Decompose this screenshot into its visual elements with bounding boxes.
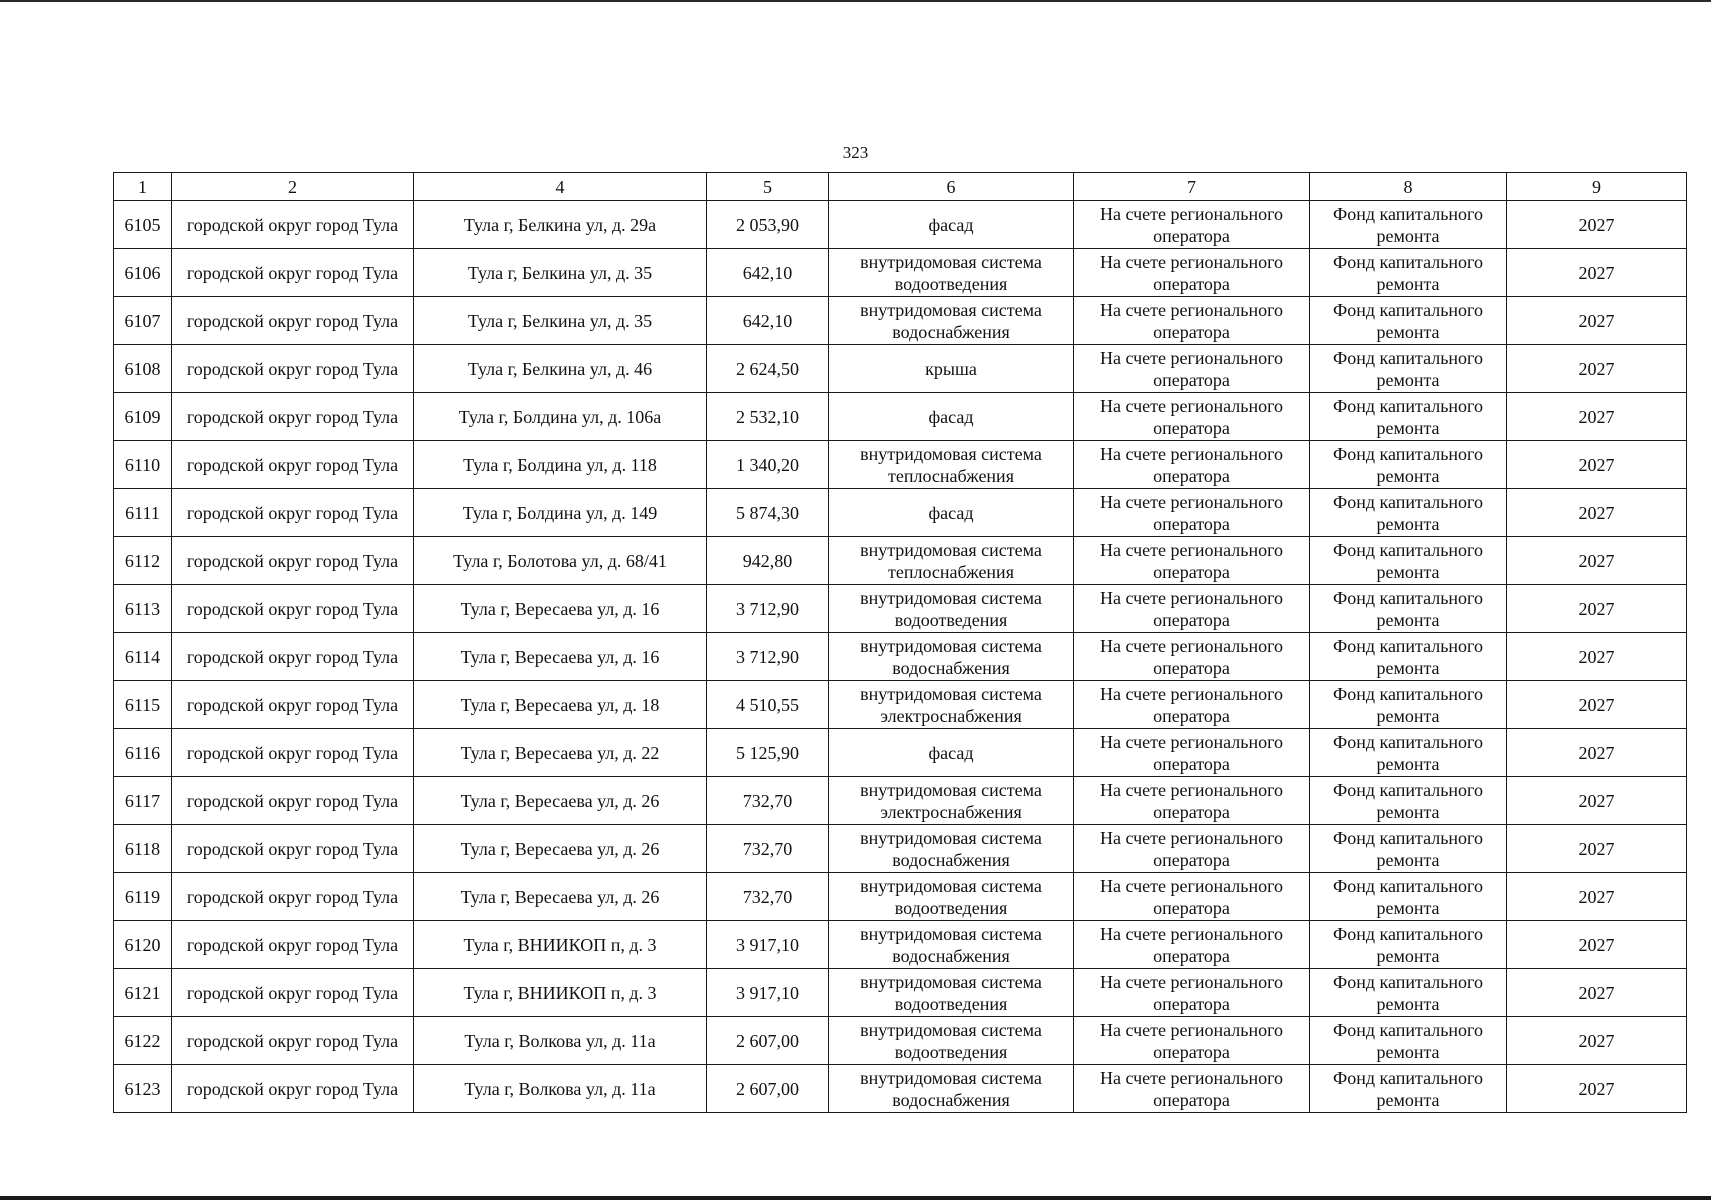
fund-method-cell: На счете регионального оператора <box>1074 681 1310 729</box>
funding-source-cell: Фонд капитального ремонта <box>1310 921 1507 969</box>
work-type-cell: внутридомовая система водоснабжения <box>829 297 1074 345</box>
area-cell: 2 053,90 <box>707 201 829 249</box>
address-cell: Тула г, Вересаева ул, д. 16 <box>414 633 707 681</box>
row-number-cell: 6113 <box>114 585 172 633</box>
area-cell: 3 712,90 <box>707 585 829 633</box>
municipality-cell: городской округ город Тула <box>172 489 414 537</box>
municipality-cell: городской округ город Тула <box>172 633 414 681</box>
table-row <box>114 441 1687 489</box>
funding-source-cell: Фонд капитального ремонта <box>1310 201 1507 249</box>
table-row <box>114 969 1687 1017</box>
year-cell: 2027 <box>1507 489 1687 537</box>
area-cell: 732,70 <box>707 825 829 873</box>
table-body <box>114 201 1687 1113</box>
area-cell: 2 607,00 <box>707 1065 829 1113</box>
funding-source-cell: Фонд капитального ремонта <box>1310 441 1507 489</box>
municipality-cell: городской округ город Тула <box>172 345 414 393</box>
municipality-cell: городской округ город Тула <box>172 777 414 825</box>
year-cell: 2027 <box>1507 777 1687 825</box>
row-number-cell: 6108 <box>114 345 172 393</box>
funding-source-cell: Фонд капитального ремонта <box>1310 1017 1507 1065</box>
row-number-cell: 6109 <box>114 393 172 441</box>
area-cell: 2 607,00 <box>707 1017 829 1065</box>
address-cell: Тула г, Вересаева ул, д. 22 <box>414 729 707 777</box>
table-row <box>114 249 1687 297</box>
column-header: 2 <box>172 173 414 201</box>
year-cell: 2027 <box>1507 969 1687 1017</box>
table-row <box>114 1065 1687 1113</box>
municipality-cell: городской округ город Тула <box>172 249 414 297</box>
year-cell: 2027 <box>1507 537 1687 585</box>
area-cell: 4 510,55 <box>707 681 829 729</box>
funding-source-cell: Фонд капитального ремонта <box>1310 393 1507 441</box>
row-number-cell: 6107 <box>114 297 172 345</box>
funding-source-cell: Фонд капитального ремонта <box>1310 681 1507 729</box>
fund-method-cell: На счете регионального оператора <box>1074 489 1310 537</box>
fund-method-cell: На счете регионального оператора <box>1074 393 1310 441</box>
address-cell: Тула г, Вересаева ул, д. 16 <box>414 585 707 633</box>
fund-method-cell: На счете регионального оператора <box>1074 1065 1310 1113</box>
funding-source-cell: Фонд капитального ремонта <box>1310 249 1507 297</box>
fund-method-cell: На счете регионального оператора <box>1074 297 1310 345</box>
municipality-cell: городской округ город Тула <box>172 825 414 873</box>
fund-method-cell: На счете регионального оператора <box>1074 777 1310 825</box>
address-cell: Тула г, Вересаева ул, д. 26 <box>414 873 707 921</box>
address-cell: Тула г, Белкина ул, д. 46 <box>414 345 707 393</box>
row-number-cell: 6112 <box>114 537 172 585</box>
table-row <box>114 1017 1687 1065</box>
year-cell: 2027 <box>1507 585 1687 633</box>
area-cell: 732,70 <box>707 777 829 825</box>
work-type-cell: внутридомовая система теплоснабжения <box>829 537 1074 585</box>
area-cell: 642,10 <box>707 297 829 345</box>
year-cell: 2027 <box>1507 873 1687 921</box>
capital-repair-table <box>113 172 1687 1113</box>
address-cell: Тула г, Вересаева ул, д. 18 <box>414 681 707 729</box>
area-cell: 942,80 <box>707 537 829 585</box>
municipality-cell: городской округ город Тула <box>172 873 414 921</box>
fund-method-cell: На счете регионального оператора <box>1074 873 1310 921</box>
funding-source-cell: Фонд капитального ремонта <box>1310 777 1507 825</box>
year-cell: 2027 <box>1507 1065 1687 1113</box>
work-type-cell: внутридомовая система водоотведения <box>829 873 1074 921</box>
year-cell: 2027 <box>1507 441 1687 489</box>
column-header: 5 <box>707 173 829 201</box>
area-cell: 3 712,90 <box>707 633 829 681</box>
work-type-cell: внутридомовая система водоснабжения <box>829 825 1074 873</box>
funding-source-cell: Фонд капитального ремонта <box>1310 729 1507 777</box>
table-row <box>114 489 1687 537</box>
table-row <box>114 921 1687 969</box>
table-row <box>114 537 1687 585</box>
table-row <box>114 825 1687 873</box>
work-type-cell: внутридомовая система водоотведения <box>829 969 1074 1017</box>
column-header: 7 <box>1074 173 1310 201</box>
row-number-cell: 6119 <box>114 873 172 921</box>
municipality-cell: городской округ город Тула <box>172 297 414 345</box>
address-cell: Тула г, Болотова ул, д. 68/41 <box>414 537 707 585</box>
address-cell: Тула г, Вересаева ул, д. 26 <box>414 777 707 825</box>
column-header: 1 <box>114 173 172 201</box>
year-cell: 2027 <box>1507 633 1687 681</box>
table-row <box>114 393 1687 441</box>
address-cell: Тула г, Белкина ул, д. 35 <box>414 297 707 345</box>
address-cell: Тула г, Болдина ул, д. 118 <box>414 441 707 489</box>
row-number-cell: 6121 <box>114 969 172 1017</box>
fund-method-cell: На счете регионального оператора <box>1074 633 1310 681</box>
municipality-cell: городской округ город Тула <box>172 1017 414 1065</box>
work-type-cell: внутридомовая система теплоснабжения <box>829 441 1074 489</box>
row-number-cell: 6106 <box>114 249 172 297</box>
funding-source-cell: Фонд капитального ремонта <box>1310 873 1507 921</box>
address-cell: Тула г, Волкова ул, д. 11а <box>414 1065 707 1113</box>
funding-source-cell: Фонд капитального ремонта <box>1310 297 1507 345</box>
work-type-cell: внутридомовая система водоснабжения <box>829 633 1074 681</box>
area-cell: 2 532,10 <box>707 393 829 441</box>
address-cell: Тула г, Болдина ул, д. 149 <box>414 489 707 537</box>
table-row <box>114 585 1687 633</box>
row-number-cell: 6115 <box>114 681 172 729</box>
municipality-cell: городской округ город Тула <box>172 729 414 777</box>
fund-method-cell: На счете регионального оператора <box>1074 729 1310 777</box>
table-row <box>114 729 1687 777</box>
year-cell: 2027 <box>1507 921 1687 969</box>
work-type-cell: внутридомовая система электроснабжения <box>829 681 1074 729</box>
year-cell: 2027 <box>1507 201 1687 249</box>
funding-source-cell: Фонд капитального ремонта <box>1310 825 1507 873</box>
fund-method-cell: На счете регионального оператора <box>1074 537 1310 585</box>
fund-method-cell: На счете регионального оператора <box>1074 1017 1310 1065</box>
year-cell: 2027 <box>1507 345 1687 393</box>
address-cell: Тула г, ВНИИКОП п, д. 3 <box>414 921 707 969</box>
area-cell: 3 917,10 <box>707 969 829 1017</box>
work-type-cell: фасад <box>829 201 1074 249</box>
table-row <box>114 777 1687 825</box>
row-number-cell: 6105 <box>114 201 172 249</box>
year-cell: 2027 <box>1507 729 1687 777</box>
funding-source-cell: Фонд капитального ремонта <box>1310 969 1507 1017</box>
row-number-cell: 6120 <box>114 921 172 969</box>
area-cell: 3 917,10 <box>707 921 829 969</box>
scan-bottom-edge <box>0 1196 1711 1200</box>
row-number-cell: 6111 <box>114 489 172 537</box>
column-header: 6 <box>829 173 1074 201</box>
area-cell: 642,10 <box>707 249 829 297</box>
fund-method-cell: На счете регионального оператора <box>1074 969 1310 1017</box>
year-cell: 2027 <box>1507 1017 1687 1065</box>
row-number-cell: 6123 <box>114 1065 172 1113</box>
year-cell: 2027 <box>1507 825 1687 873</box>
area-cell: 732,70 <box>707 873 829 921</box>
row-number-cell: 6117 <box>114 777 172 825</box>
work-type-cell: фасад <box>829 729 1074 777</box>
work-type-cell: внутридомовая система водоснабжения <box>829 921 1074 969</box>
column-header: 9 <box>1507 173 1687 201</box>
scan-top-edge <box>0 0 1711 2</box>
funding-source-cell: Фонд капитального ремонта <box>1310 633 1507 681</box>
address-cell: Тула г, Белкина ул, д. 29а <box>414 201 707 249</box>
year-cell: 2027 <box>1507 393 1687 441</box>
municipality-cell: городской округ город Тула <box>172 1065 414 1113</box>
row-number-cell: 6110 <box>114 441 172 489</box>
address-cell: Тула г, Волкова ул, д. 11а <box>414 1017 707 1065</box>
year-cell: 2027 <box>1507 297 1687 345</box>
row-number-cell: 6116 <box>114 729 172 777</box>
fund-method-cell: На счете регионального оператора <box>1074 201 1310 249</box>
work-type-cell: внутридомовая система водоснабжения <box>829 1065 1074 1113</box>
address-cell: Тула г, ВНИИКОП п, д. 3 <box>414 969 707 1017</box>
page-number: 323 <box>842 143 869 162</box>
address-cell: Тула г, Белкина ул, д. 35 <box>414 249 707 297</box>
address-cell: Тула г, Болдина ул, д. 106а <box>414 393 707 441</box>
work-type-cell: фасад <box>829 489 1074 537</box>
municipality-cell: городской округ город Тула <box>172 969 414 1017</box>
municipality-cell: городской округ город Тула <box>172 441 414 489</box>
table-row <box>114 297 1687 345</box>
work-type-cell: внутридомовая система водоотведения <box>829 585 1074 633</box>
column-header: 8 <box>1310 173 1507 201</box>
table-row <box>114 681 1687 729</box>
row-number-cell: 6122 <box>114 1017 172 1065</box>
funding-source-cell: Фонд капитального ремонта <box>1310 1065 1507 1113</box>
municipality-cell: городской округ город Тула <box>172 585 414 633</box>
area-cell: 5 874,30 <box>707 489 829 537</box>
municipality-cell: городской округ город Тула <box>172 921 414 969</box>
work-type-cell: крыша <box>829 345 1074 393</box>
fund-method-cell: На счете регионального оператора <box>1074 441 1310 489</box>
work-type-cell: внутридомовая система электроснабжения <box>829 777 1074 825</box>
work-type-cell: фасад <box>829 393 1074 441</box>
municipality-cell: городской округ город Тула <box>172 393 414 441</box>
funding-source-cell: Фонд капитального ремонта <box>1310 345 1507 393</box>
fund-method-cell: На счете регионального оператора <box>1074 825 1310 873</box>
address-cell: Тула г, Вересаева ул, д. 26 <box>414 825 707 873</box>
table-row <box>114 873 1687 921</box>
column-header: 4 <box>414 173 707 201</box>
table-header-row <box>114 173 1687 201</box>
fund-method-cell: На счете регионального оператора <box>1074 585 1310 633</box>
area-cell: 2 624,50 <box>707 345 829 393</box>
funding-source-cell: Фонд капитального ремонта <box>1310 537 1507 585</box>
work-type-cell: внутридомовая система водоотведения <box>829 1017 1074 1065</box>
municipality-cell: городской округ город Тула <box>172 537 414 585</box>
year-cell: 2027 <box>1507 249 1687 297</box>
table-row <box>114 345 1687 393</box>
row-number-cell: 6118 <box>114 825 172 873</box>
work-type-cell: внутридомовая система водоотведения <box>829 249 1074 297</box>
municipality-cell: городской округ город Тула <box>172 201 414 249</box>
area-cell: 5 125,90 <box>707 729 829 777</box>
year-cell: 2027 <box>1507 681 1687 729</box>
area-cell: 1 340,20 <box>707 441 829 489</box>
fund-method-cell: На счете регионального оператора <box>1074 921 1310 969</box>
row-number-cell: 6114 <box>114 633 172 681</box>
fund-method-cell: На счете регионального оператора <box>1074 249 1310 297</box>
funding-source-cell: Фонд капитального ремонта <box>1310 585 1507 633</box>
municipality-cell: городской округ город Тула <box>172 681 414 729</box>
table-row <box>114 201 1687 249</box>
fund-method-cell: На счете регионального оператора <box>1074 345 1310 393</box>
table-row <box>114 633 1687 681</box>
funding-source-cell: Фонд капитального ремонта <box>1310 489 1507 537</box>
